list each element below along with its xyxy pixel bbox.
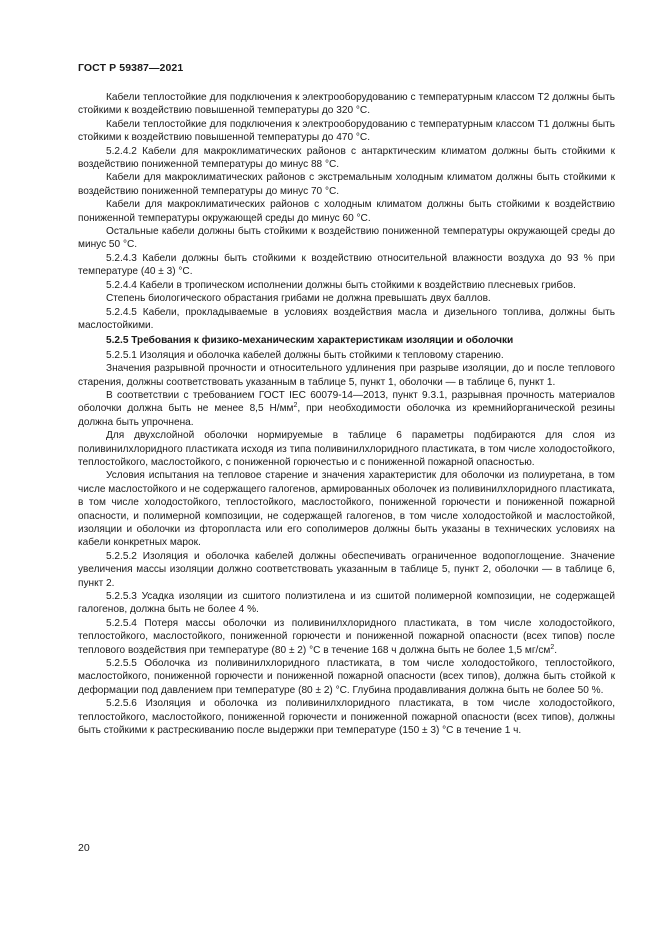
superscript: 2 <box>550 643 555 651</box>
paragraph: 5.2.5.6 Изоляция и оболочка из поливинилхлоридного пластиката, в том числе холодостойкого, теплостойкого, маслостойкого, пониженной горючести и пониженной пожарной опасности (всех типов), должны быть стойкими к растрескиванию после выдержки при температуре (150 ± 3) °С в течение 1 ч. <box>78 698 615 737</box>
paragraph-text: . <box>554 644 558 656</box>
superscript: 2 <box>293 402 298 410</box>
paragraph: 5.2.4.5 Кабели, прокладываемые в условиях воздействия масла и дизельного топлива, должны быть маслостойкими. <box>78 306 615 331</box>
paragraph: Кабели для макроклиматических районов с холодным климатом должны быть стойкими к воздействию пониженной температуры окружающей среды до минус 60 °С. <box>78 199 615 224</box>
section-heading: 5.2.5 Требования к физико-механическим характеристикам изоляции и оболочки <box>106 335 514 347</box>
paragraph: Остальные кабели должны быть стойкими к воздействию пониженной температуры окружающей среды до минус 50 °С. <box>78 226 615 251</box>
document-body <box>78 91 615 738</box>
page-number: 20 <box>78 842 90 854</box>
paragraph: 5.2.5.2 Изоляция и оболочка кабелей должны обеспечивать ограниченное водопоглощение. Значение увеличения массы изоляции должно соответствовать указанным в таблице 5, пункт 2, оболочки — в таблице 6, пункт 2. <box>78 550 615 589</box>
paragraph: Условия испытания на тепловое старение и значения характеристик для оболочки из полиуретана, в том числе маслостойкого и не содержащего галогенов, армированных оболочек из поливинилхлоридного пластиката, в том числе холодостойкого, теплостойкого, маслостойкого, пониженной горючести и пониженной пожарной опасности, и полимерной композиции, не содержащей галогенов, в том числе холодостойкой и маслостойкой, изоляции и оболочки из фторопласта или его сополимеров должны быть указаны в технических условиях на кабели конкретных марок. <box>78 470 615 549</box>
paragraph-text: , при необходимости оболочка из кремнийорганической резины должна быть упрочнена. <box>78 403 615 428</box>
paragraph: 5.2.4.4 Кабели в тропическом исполнении должны быть стойкими к воздействию плесневых грибов. <box>106 279 576 291</box>
paragraph: 5.2.5.3 Усадка изоляции из сшитого полиэтилена и из сшитой полимерной композиции, не содержащей галогенов, должна быть не более 4 %. <box>78 591 615 616</box>
paragraph: Значения разрывной прочности и относительного удлинения при разрыве изоляции, до и после теплового старения, должны соответствовать указанным в таблице 5, пункт 1, оболочки — в таблице 6, пункт 1. <box>78 363 615 388</box>
paragraph: 5.2.4.2 Кабели для макроклиматических районов с антарктическим климатом должны быть стойкими к воздействию пониженной температуры до минус 88 °С. <box>78 145 615 171</box>
paragraph: 5.2.5.1 Изоляция и оболочка кабелей должны быть стойкими к тепловому старению. <box>106 349 504 361</box>
paragraph: Кабели теплостойкие для подключения к электрооборудованию с температурным классом Т2 должны быть стойкими к воздействию повышенной температуры до 320 °С. <box>78 92 615 117</box>
paragraph: Кабели теплостойкие для подключения к электрооборудованию с температурным классом Т1 должны быть стойкими к воздействию повышенной температуры до 470 °С. <box>78 118 615 144</box>
paragraph: 5.2.5.5 Оболочка из поливинилхлоридного пластиката, в том числе холодостойкого, теплостойкого, маслостойкого, пониженной горючести и пониженной пожарной опасности (всех типов), должна быть стойкой к деформации под давлением при температуре (80 ± 2) °С. Глубина продавливания должна быть не более 50 %. <box>78 658 615 696</box>
paragraph: Степень биологического обрастания грибами не должна превышать двух баллов. <box>106 293 491 305</box>
paragraph: 5.2.4.3 Кабели должны быть стойкими к воздействию относительной влажности воздуха до 93 % при температуре (40 ± 3) °С. <box>78 252 615 278</box>
paragraph-text: 5.2.5.4 Потеря массы оболочки из поливинилхлоридного пластиката, в том числе холодостойкого, теплостойкого, маслостойкого, пониженной горючести и пониженной пожарной опасности (всех типов) после теплового воздействия при температуре (80 ± 2) °С в течение 168 ч должна быть не более 1,5 мг/см <box>78 617 615 656</box>
paragraph: Кабели для макроклиматических районов с экстремальным холодным климатом должны быть стойкими к воздействию пониженной температуры до минус 70 °С. <box>78 172 615 197</box>
paragraph: Для двухслойной оболочки нормируемые в таблице 6 параметры подбираются для слоя из поливинилхлоридного пластиката исходя из типа поливинилхлоридного пластиката, в том числе холодостойкого, теплостойкого, маслостойкого, с пониженной горючестью и с пониженной пожарной опасностью. <box>78 430 615 468</box>
paragraph-text: В соответствии с требованием ГОСТ IEC 60079-14—2013, пункт 9.3.1, разрывная прочность материалов оболочки должна быть не менее 8,5 Н/мм <box>78 389 615 415</box>
document-header: ГОСТ Р 59387—2021 <box>78 62 184 74</box>
paragraph <box>78 389 615 429</box>
paragraph <box>78 617 615 657</box>
